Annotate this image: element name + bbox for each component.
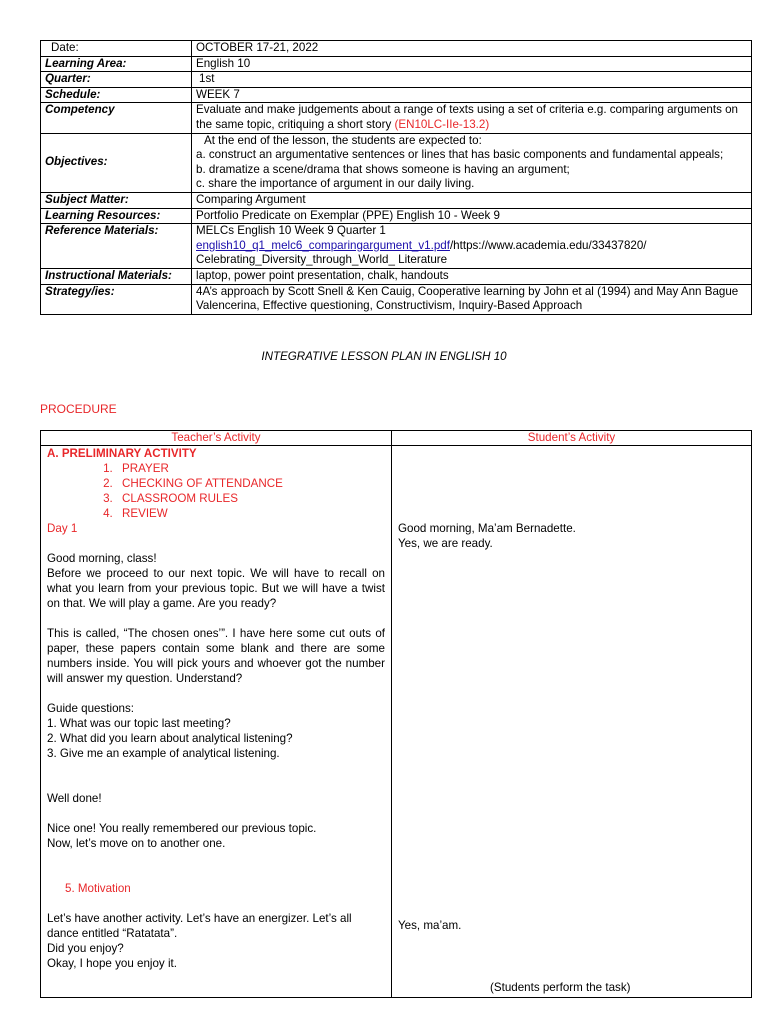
competency-text: Evaluate and make judgements about a range of texts using a set of criteria e.g. comparing arguments on the same topic, critiquing a short story <box>196 103 739 131</box>
prelim-item-classroom-rules: 3. CLASSROOM RULES <box>116 491 385 506</box>
subject-matter-row <box>41 192 752 208</box>
instructional-materials-value: laptop, power point presentation, chalk, handouts <box>192 268 752 284</box>
subject-matter-value: Comparing Argument <box>192 192 752 208</box>
objectives-label: Objectives: <box>41 133 192 192</box>
teacher-move-on: Now, let’s move on to another one. <box>47 837 226 850</box>
objectives-row <box>41 133 752 192</box>
quarter-label: Quarter: <box>41 72 192 88</box>
teacher-activity-header: Teacher’s Activity <box>41 431 392 446</box>
student-greeting: Good morning, Ma’am Bernadette. <box>398 522 576 535</box>
schedule-label: Schedule: <box>41 87 192 103</box>
learning-resources-label: Learning Resources: <box>41 208 192 224</box>
preliminary-activity-list <box>47 461 385 521</box>
date-value: OCTOBER 17-21, 2022 <box>192 41 752 57</box>
procedure-heading: PROCEDURE <box>40 402 117 416</box>
activity-body-row <box>41 446 752 998</box>
learning-area-label: Learning Area: <box>41 56 192 72</box>
reference-materials-value <box>192 224 752 269</box>
competency-row <box>41 103 752 133</box>
reference-line-2 <box>196 239 747 254</box>
quarter-row <box>41 72 752 88</box>
learning-area-value: English 10 <box>192 56 752 72</box>
subject-matter-label: Subject Matter: <box>41 192 192 208</box>
prelim-item-prayer: 1. PRAYER <box>116 461 385 476</box>
reference-materials-row <box>41 224 752 269</box>
quarter-value: 1st <box>192 72 752 88</box>
competency-value <box>192 103 752 133</box>
schedule-value: WEEK 7 <box>192 87 752 103</box>
guide-questions-title: Guide questions: <box>47 702 135 715</box>
guide-question-3: 3. Give me an example of analytical listening. <box>47 747 280 760</box>
activity-table <box>40 430 752 998</box>
lesson-plan-caption: INTEGRATIVE LESSON PLAN IN ENGLISH 10 <box>261 350 507 363</box>
teacher-activity-cell <box>41 446 392 998</box>
learning-resources-value: Portfolio Predicate on Exemplar (PPE) English 10 - Week 9 <box>192 208 752 224</box>
teacher-greeting: Good morning, class! <box>47 552 157 565</box>
prelim-item-review: 4. REVIEW <box>116 506 385 521</box>
student-activity-header: Student’s Activity <box>392 431 752 446</box>
teacher-game-instructions: This is called, “The chosen ones’”. I have here some cut outs of paper, these papers contain some blank and there are some numbers inside. You will pick yours and whoever got the number will answer my question. Understand? <box>47 627 385 685</box>
competency-label: Competency <box>41 103 192 133</box>
student-ready: Yes, we are ready. <box>398 537 493 550</box>
prelim-item-attendance: 2. CHECKING OF ATTENDANCE <box>116 476 385 491</box>
strategy-value: 4A’s approach by Scott Snell & Ken Cauig, Cooperative learning by John et al (1994) and May Ann Bague Valencerina, Effective questioning, Constructivism, Inquiry-Based Approach <box>192 284 752 314</box>
objectives-intro: At the end of the lesson, the students are expected to: <box>204 133 482 147</box>
strategy-label: Strategy/ies: <box>41 284 192 314</box>
motivation-heading: 5. Motivation <box>65 882 131 895</box>
reference-line-3: Celebrating_Diversity_through_World_ Literature <box>196 253 448 267</box>
teacher-did-you-enjoy: Did you enjoy? <box>47 942 124 955</box>
preliminary-activity-title: A. PRELIMINARY ACTIVITY <box>47 447 197 460</box>
competency-code: (EN10LC-IIe-13.2) <box>394 117 490 131</box>
student-yes: Yes, ma’am. <box>398 919 462 932</box>
lesson-info-table <box>40 40 752 315</box>
learning-resources-row <box>41 208 752 224</box>
instructional-materials-row <box>41 268 752 284</box>
objective-a: a. construct an argumentative sentences or lines that has basic components and fundamental appeals; <box>196 148 724 162</box>
student-perform-task: (Students perform the task) <box>490 981 631 994</box>
teacher-intro: Before we proceed to our next topic. We will have to recall on what you learn from your previous topic. But we will have a twist on that. We will play a game. Are you ready? <box>47 567 385 610</box>
activity-header-row <box>41 431 752 446</box>
objective-b: b. dramatize a scene/drama that shows someone is having an argument; <box>196 162 570 176</box>
student-activity-cell <box>392 446 752 998</box>
teacher-hope-enjoy: Okay, I hope you enjoy it. <box>47 957 177 970</box>
instructional-materials-label: Instructional Materials: <box>41 268 192 284</box>
strategy-row <box>41 284 752 314</box>
reference-url: /https://www.academia.edu/33437820/ <box>449 238 647 252</box>
reference-materials-label: Reference Materials: <box>41 224 192 269</box>
teacher-energizer: Let’s have another activity. Let’s have an energizer. Let’s all dance entitled “Ratatata”. <box>47 912 352 940</box>
teacher-nice-one: Nice one! You really remembered our previous topic. <box>47 822 317 835</box>
learning-area-row <box>41 56 752 72</box>
guide-question-2: 2. What did you learn about analytical listening? <box>47 732 293 745</box>
reference-line-1: MELCs English 10 Week 9 Quarter 1 <box>196 224 386 238</box>
objectives-value <box>192 133 752 192</box>
guide-question-1: 1. What was our topic last meeting? <box>47 717 231 730</box>
objective-c: c. share the importance of argument in our daily living. <box>196 177 475 191</box>
teacher-well-done: Well done! <box>47 792 102 805</box>
reference-pdf-link[interactable]: english10_q1_melc6_comparingargument_v1.pdf <box>196 238 450 252</box>
date-label: Date: <box>41 41 192 57</box>
day-label: Day 1 <box>47 522 78 535</box>
date-row <box>41 41 752 57</box>
schedule-row <box>41 87 752 103</box>
